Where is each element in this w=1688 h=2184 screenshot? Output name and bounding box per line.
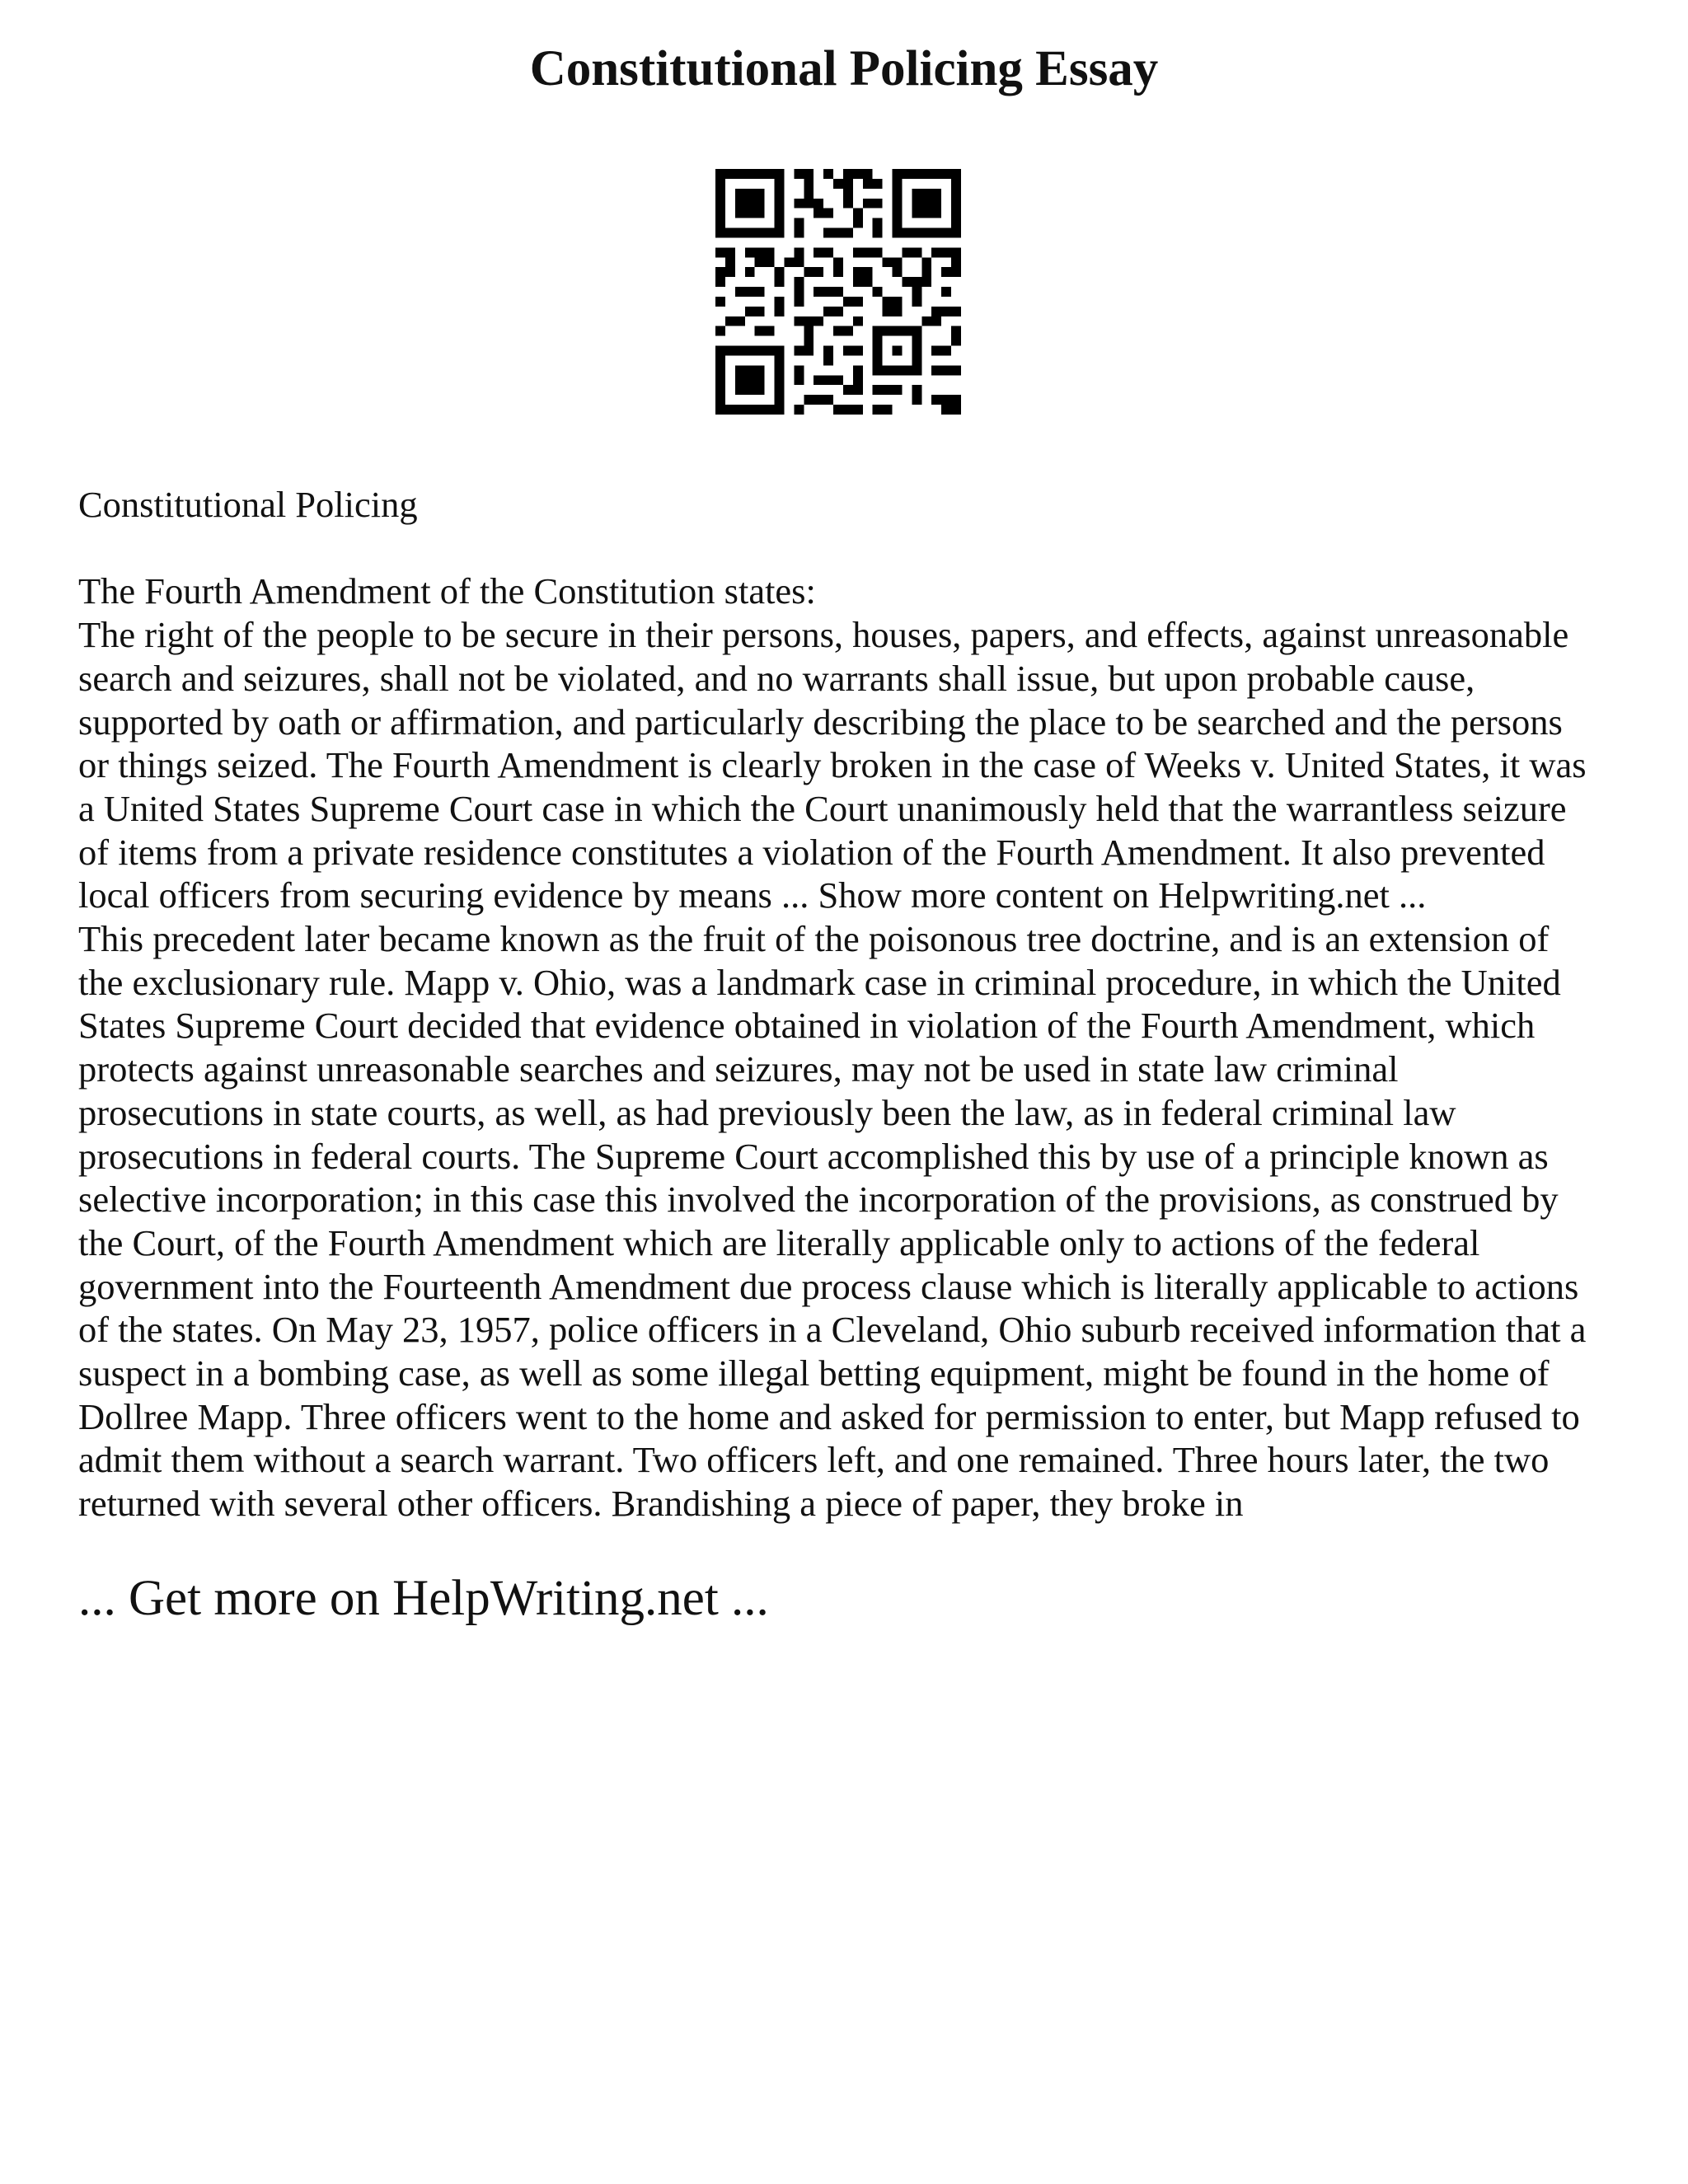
text-line: admit them without a search warrant. Two officers left, and one remained. Three hours later, the two xyxy=(78,1439,1550,1481)
text-line: supported by oath or affirmation, and particularly describing the place to be searched and the persons xyxy=(78,701,1563,743)
paragraph-1 xyxy=(78,613,1644,917)
intro-line: The Fourth Amendment of the Constitution states: xyxy=(78,570,816,612)
text-line: of items from a private residence constitutes a violation of the Fourth Amendment. It also prevented xyxy=(78,831,1545,873)
section-heading: Constitutional Policing xyxy=(78,484,418,525)
text-line: government into the Fourteenth Amendment due process clause which is literally applicable to actions xyxy=(78,1265,1579,1307)
page-title: Constitutional Policing Essay xyxy=(529,41,1159,96)
text-line: prosecutions in federal courts. The Supreme Court accomplished this by use of a principle known as xyxy=(78,1135,1549,1177)
text-line: the exclusionary rule. Mapp v. Ohio, was a landmark case in criminal procedure, in which the United xyxy=(78,961,1561,1003)
text-line: or things seized. The Fourth Amendment is clearly broken in the case of Weeks v. United States, it was xyxy=(78,744,1587,786)
text-line: local officers from securing evidence by means ... Show more content on Helpwriting.net ... xyxy=(78,874,1427,916)
text-line: selective incorporation; in this case this involved the incorporation of the provisions, as construed by xyxy=(78,1179,1559,1221)
text-line: This precedent later became known as the fruit of the poisonous tree doctrine, and is an extension of xyxy=(78,918,1550,960)
text-line: Dollree Mapp. Three officers went to the home and asked for permission to enter, but Mapp refused to xyxy=(78,1395,1580,1437)
text-line: The right of the people to be secure in their persons, houses, papers, and effects, against unreasonable xyxy=(78,614,1569,656)
text-line: a United States Supreme Court case in which the Court unanimously held that the warrantless seizure xyxy=(78,787,1567,829)
text-line: suspect in a bombing case, as well as some illegal betting equipment, might be found in the home of xyxy=(78,1352,1550,1394)
spacer xyxy=(78,527,1644,570)
text-line: returned with several other officers. Brandishing a piece of paper, they broke in xyxy=(78,1483,1244,1525)
paragraph-2 xyxy=(78,917,1644,1526)
text-line: protects against unreasonable searches and seizures, may not be used in state law criminal xyxy=(78,1048,1399,1090)
get-more-link[interactable]: ... Get more on HelpWriting.net ... xyxy=(78,1571,769,1626)
qr-code-icon xyxy=(715,169,961,415)
text-line: of the states. On May 23, 1957, police officers in a Cleveland, Ohio suburb received information that a xyxy=(78,1309,1587,1351)
essay-body xyxy=(78,483,1644,1526)
text-line: the Court, of the Fourth Amendment which are literally applicable only to actions of the federal xyxy=(78,1221,1480,1263)
text-line: States Supreme Court decided that evidence obtained in violation of the Fourth Amendment, which xyxy=(78,1005,1536,1047)
text-line: search and seizures, shall not be violated, and no warrants shall issue, but upon probable cause, xyxy=(78,657,1475,699)
text-line: prosecutions in state courts, as well, as had previously been the law, as in federal criminal law xyxy=(78,1091,1456,1133)
